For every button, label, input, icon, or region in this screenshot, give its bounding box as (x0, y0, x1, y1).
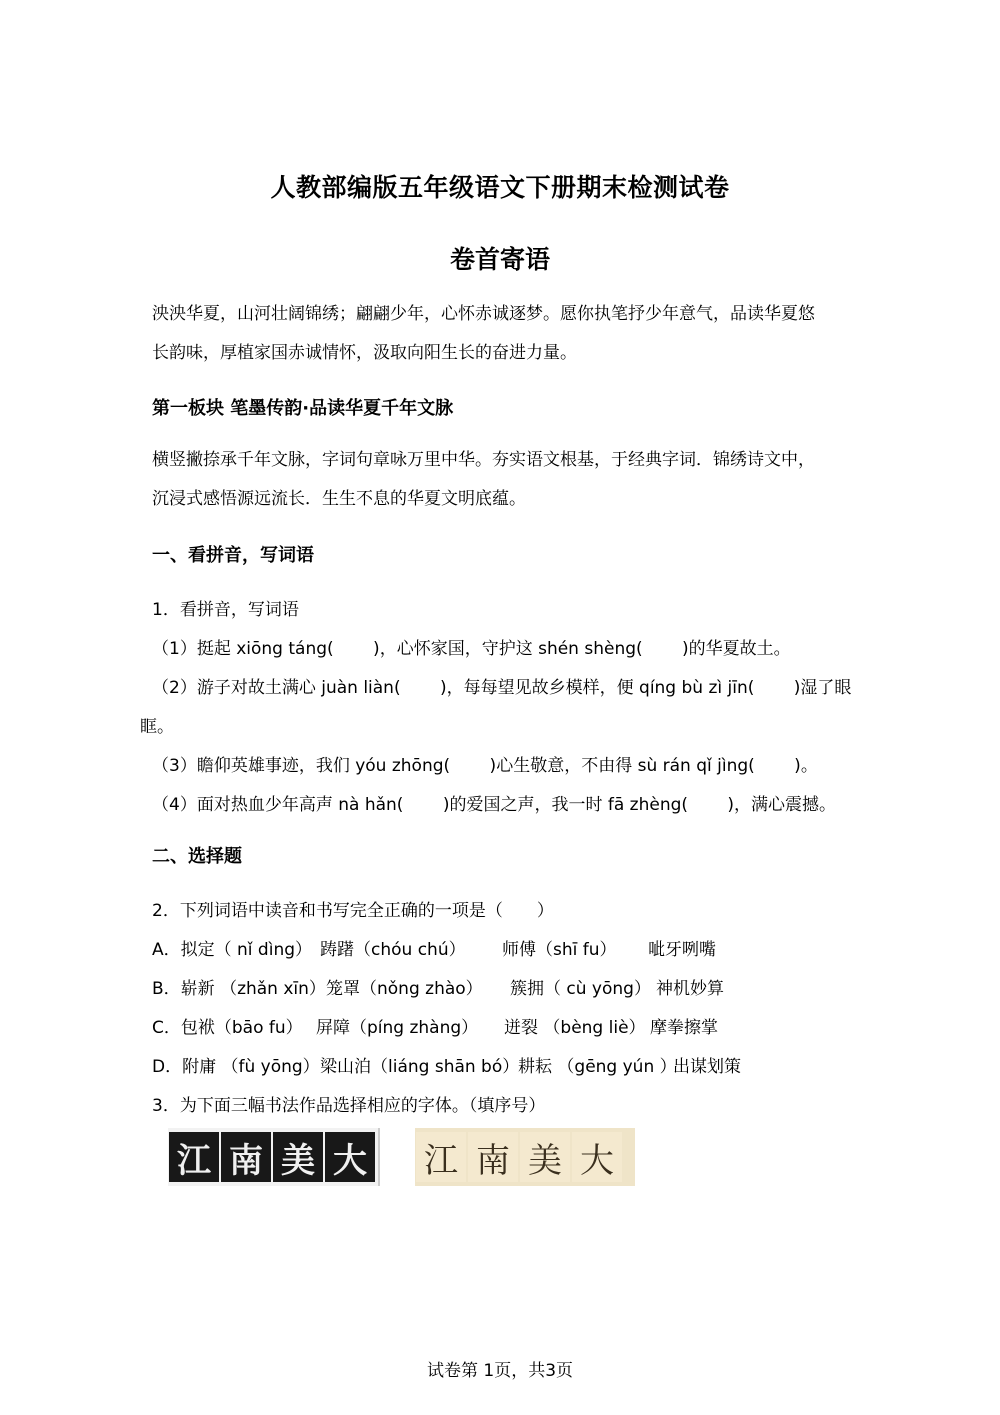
calligraphy-image-1 (168, 1128, 380, 1186)
calligraphy-1-char-3: 美 (273, 1132, 323, 1182)
section1-heading: 一、看拼音，写词语 (152, 545, 314, 566)
calligraphy-image-2 (415, 1128, 635, 1186)
block1-line-2: 沉浸式感悟源远流长．生生不息的华夏文明底蕴。 (152, 489, 526, 509)
intro-paragraph (152, 295, 852, 373)
option-a-4: 呲牙咧嘴 (648, 940, 716, 960)
block1-line-1: 横竖撇捺承千年文脉，字词句章咏万里中华。夯实语文根基，于经典字词．锦绣诗文中， (152, 450, 815, 470)
section2-heading: 二、选择题 (152, 846, 242, 867)
option-a-1: A．拟定（ nǐ dìng） (152, 940, 313, 960)
intro-line-2: 长韵味，厚植家国赤诚情怀，汲取向阳生长的奋进力量。 (152, 343, 577, 363)
option-d-3: 耕耘 （gēng yún ） (518, 1057, 677, 1077)
question-1-item-2-cont: 眶。 (140, 717, 174, 737)
calligraphy-2-char-2: 南 (468, 1132, 518, 1182)
option-b-2: 笼罩（nǒng zhào） (326, 979, 483, 999)
calligraphy-2-char-3: 美 (520, 1132, 570, 1182)
question-1-item-4: （4）面对热血少年高声 nà hǎn( )的爱国之声，我一时 fā zhèng( )，满心震撼。 (152, 795, 837, 815)
question-1-item-1: （1）挺起 xiōng táng( )，心怀家国，守护这 shén shèng( )的华夏故土。 (152, 639, 791, 659)
page-title: 人教部编版五年级语文下册期末检测试卷 (270, 173, 730, 202)
option-b-1: B．崭新 （zhǎn xīn） (152, 979, 326, 999)
option-a-2: 踌躇（chóu chú） (320, 940, 466, 960)
calligraphy-2-char-1: 江 (416, 1132, 466, 1182)
calligraphy-1-char-2: 南 (221, 1132, 271, 1182)
page-footer: 试卷第 1页，共3页 (426, 1361, 574, 1381)
option-a-3: 师傅（shī fu） (502, 940, 617, 960)
page-subtitle: 卷首寄语 (449, 245, 550, 274)
calligraphy-2-char-4: 大 (572, 1132, 622, 1182)
option-d (152, 1052, 741, 1077)
option-d-4: 出谋划策 (673, 1057, 741, 1077)
option-d-2: 梁山泊（liáng shān bó） (320, 1057, 520, 1077)
question-1-item-2: （2）游子对故土满心 juàn liàn( )，每每望见故乡模样，便 qíng bù zì jīn( )湿了眼 (152, 678, 852, 698)
option-d-1: D．附庸 （fù yōng） (152, 1057, 320, 1077)
question-2-stem: 2．下列词语中读音和书写完全正确的一项是（ ） (152, 901, 554, 921)
question-1-stem: 1．看拼音，写词语 (152, 600, 299, 620)
calligraphy-1-char-1: 江 (169, 1132, 219, 1182)
option-c-3: 迸裂 （bèng liè） (504, 1018, 646, 1038)
calligraphy-1-char-4: 大 (325, 1132, 375, 1182)
block1-paragraph (152, 441, 852, 519)
option-a (152, 935, 716, 960)
option-b (152, 974, 724, 999)
option-c (152, 1013, 718, 1038)
option-b-3: 簇拥（ cù yōng） (510, 979, 651, 999)
option-c-1: C．包袱（bāo fu） (152, 1018, 303, 1038)
intro-line-1: 泱泱华夏，山河壮阔锦绣；翩翩少年，心怀赤诚逐梦。愿你执笔抒少年意气，品读华夏悠 (152, 304, 815, 324)
option-b-4: 神机妙算 (656, 979, 724, 999)
question-3-stem: 3．为下面三幅书法作品选择相应的字体。（填序号） (152, 1096, 546, 1116)
option-c-4: 摩拳擦掌 (650, 1018, 718, 1038)
question-1-item-3: （3）瞻仰英雄事迹，我们 yóu zhōng( )心生敬意，不由得 sù rán qǐ jìng( )。 (152, 756, 818, 776)
block1-heading: 第一板块 笔墨传韵·品读华夏千年文脉 (152, 398, 454, 419)
option-c-2: 屏障（píng zhàng） (316, 1018, 479, 1038)
